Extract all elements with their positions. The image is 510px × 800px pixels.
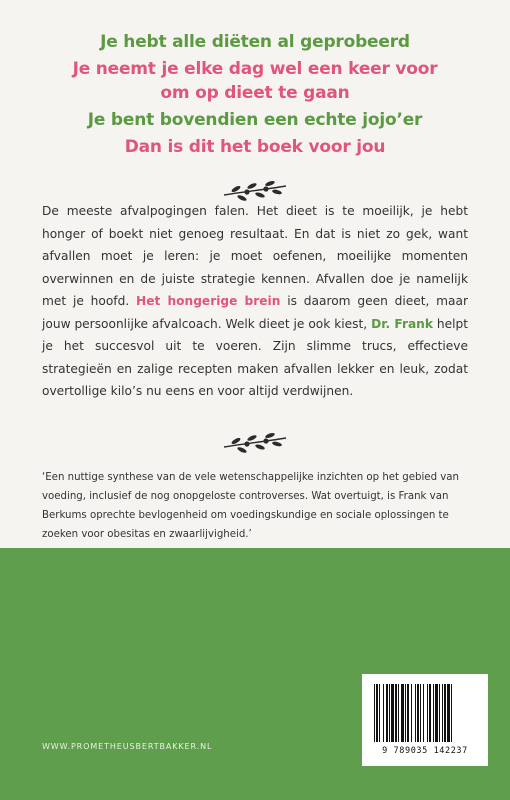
headline-3: om op dieet te gaan [160, 83, 350, 103]
author-name: Dr. Frank [371, 316, 433, 331]
book-title: Het hongerige brein [136, 294, 281, 308]
isbn-number: 9 789035 142237 [382, 746, 468, 756]
headline-2: Je neemt je elke dag wel een keer voor [72, 59, 438, 79]
headline-5: Dan is dit het boek voor jou [124, 137, 386, 157]
headline-block [0, 30, 510, 159]
publisher-website: WWW.PROMETHEUSBERTBAKKER.NL [42, 742, 213, 751]
blurb-text-2: is daarom geen dieet, maar jouw persoonlijke afvalcoach. Welk dieet je ook kiest, [42, 294, 468, 331]
blurb-text-1: De meeste afvalpogingen falen. Het dieet is te moeilijk, je hebt honger of boekt niet genoeg resultaat. En dat is niet zo gek, want afvallen moet je leren: je moet oefenen, moeilijke momenten overwinnen en de juiste strategie kennen. Afvallen doe je namelijk met je hoofd. [42, 204, 468, 308]
blurb-text-3: helpt je het succesvol uit te voeren. Zijn slimme trucs, effectieve strategieën en zalige recepten maken afvallen lekker en leuk, zodat overtollige kilo’s nu eens en voor altijd verdwijnen. [42, 316, 469, 398]
blurb-paragraph [42, 200, 468, 403]
isbn-barcode [362, 674, 488, 766]
barcode-icon [372, 684, 478, 744]
headline-4: Je bent bovendien een echte jojo’er [87, 110, 423, 130]
olive-branch-icon [222, 432, 288, 454]
headline-1: Je hebt alle diëten al geprobeerd [100, 32, 410, 52]
olive-branch-icon [222, 180, 288, 202]
review-quote: ‘Een nuttige synthese van de vele wetenschappelijke inzichten op het gebied van voeding, inclusief de nog onopgeloste controverses. Wat overtuigt, is Frank van Berkums oprechte bevlogenheid om voedingskundige en sociale oplossingen te zoeken voor obesitas en zwaarlijvigheid.’ [42, 472, 460, 540]
